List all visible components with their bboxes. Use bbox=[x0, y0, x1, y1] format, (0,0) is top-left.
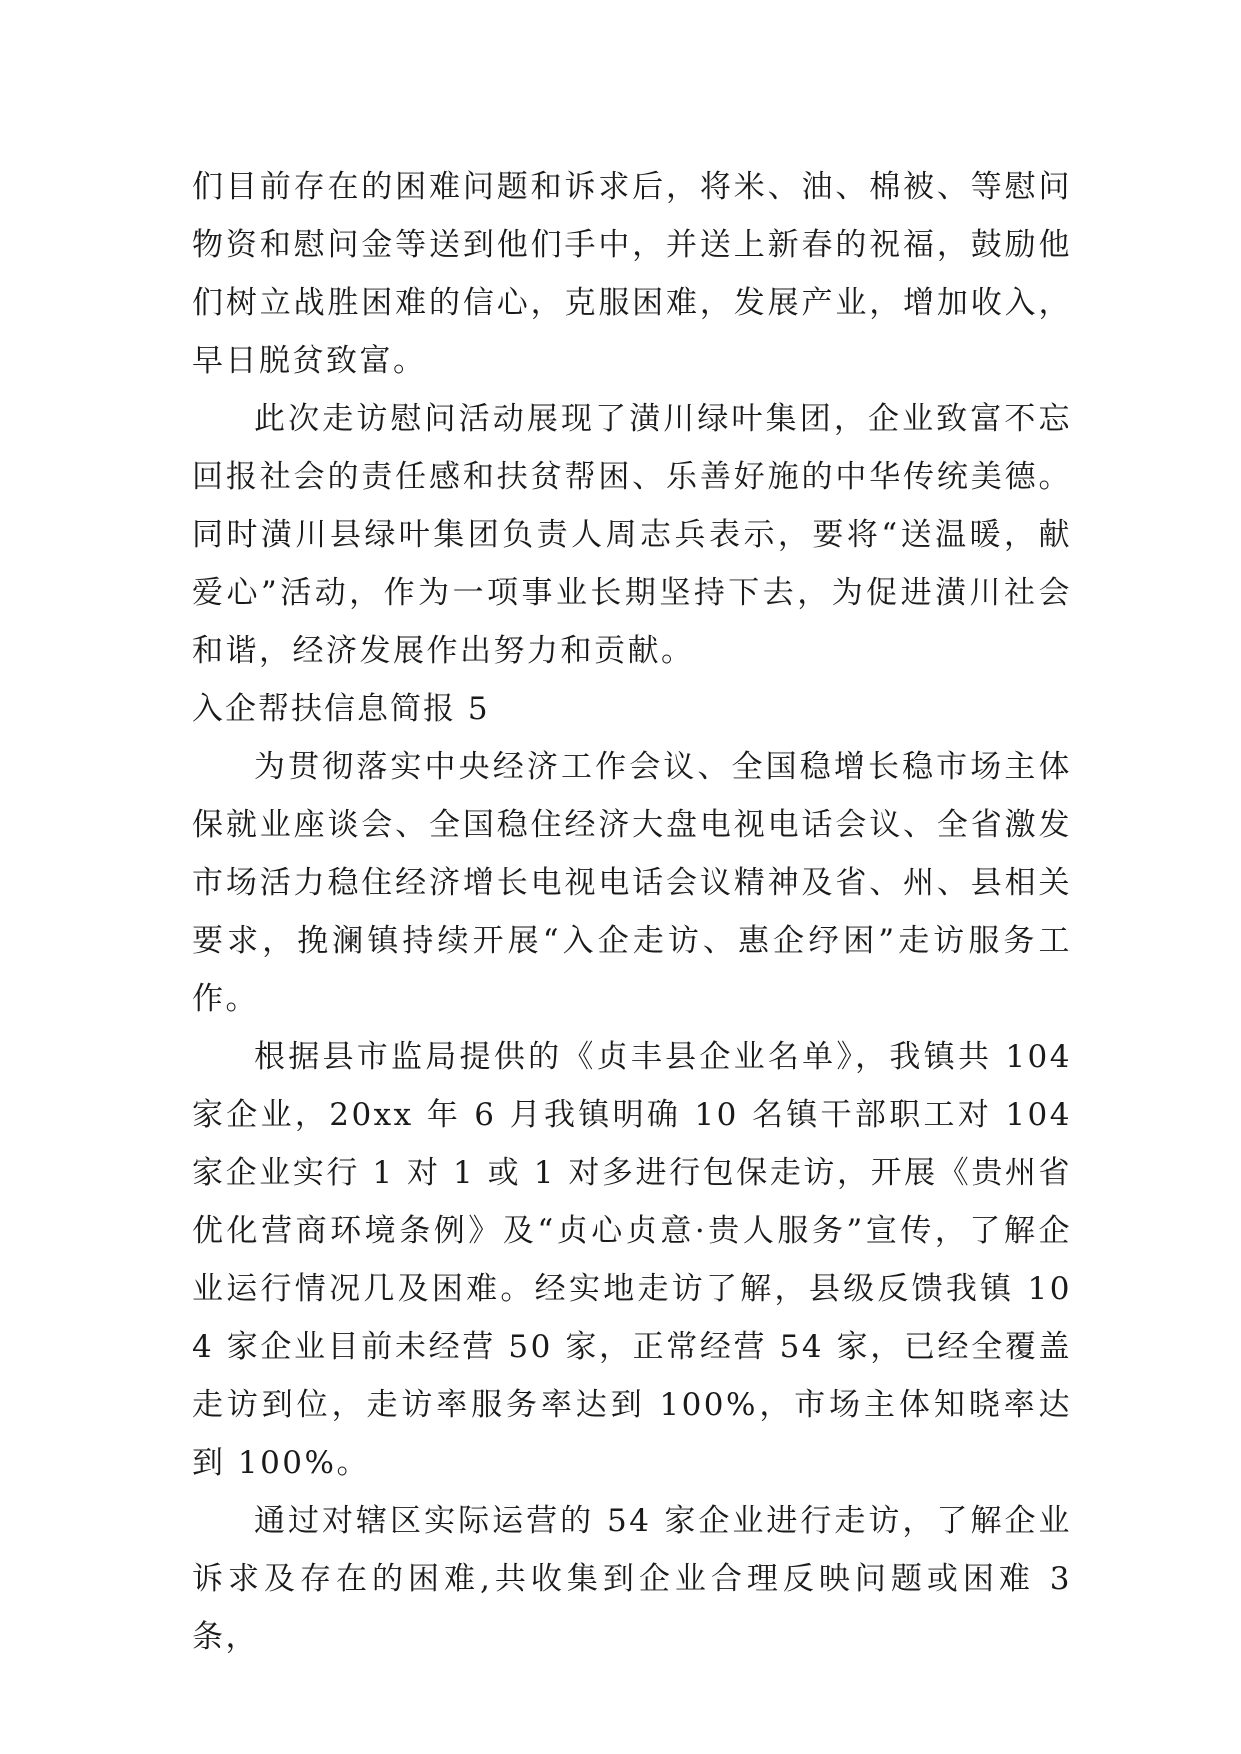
paragraph-relief-visit-continued: 们目前存在的困难问题和诉求后，将米、油、棉被、等慰问物资和慰问金等送到他们手中，并送上新春的祝福，鼓励他们树立战胜困难的信心，克服困难，发展产业，增加收入，早日脱贫致富。 bbox=[192, 169, 1072, 379]
section-heading: 入企帮扶信息简报 5 bbox=[192, 691, 490, 727]
document-body bbox=[192, 158, 1072, 1666]
paragraph-enterprise-visits: 根据县市监局提供的《贞丰县企业名单》，我镇共 104 家企业，20xx 年 6 月我镇明确 10 名镇干部职工对 104 家企业实行 1 对 1 或 1 对多进行包保走访，开展《贵州省优化营商环境条例》及“贞心贞意·贵人服务”宣传，了解企业运行情况几及困难。经实地走访了解，县级反馈我镇 104 家企业目前未经营 50 家，正常经营 54 家，已经全覆盖走访到位，走访率服务率达到 100%，市场主体知晓率达到 100%。 bbox=[192, 1039, 1072, 1481]
paragraph-policy-background: 为贯彻落实中央经济工作会议、全国稳增长稳市场主体保就业座谈会、全国稳住经济大盘电视电话会议、全省激发市场活力稳住经济增长电视电话会议精神及省、州、县相关要求，挽澜镇持续开展“入企走访、惠企纾困”走访服务工作。 bbox=[192, 749, 1072, 1017]
paragraph-activity-summary: 此次走访慰问活动展现了潢川绿叶集团，企业致富不忘回报社会的责任感和扶贫帮困、乐善好施的中华传统美德。同时潢川县绿叶集团负责人周志兵表示，要将“送温暖，献爱心”活动，作为一项事业长期坚持下去，为促进潢川社会和谐，经济发展作出努力和贡献。 bbox=[192, 401, 1072, 669]
paragraph-enterprise-issues: 通过对辖区实际运营的 54 家企业进行走访，了解企业诉求及存在的困难,共收集到企业合理反映问题或困难 3 条， bbox=[192, 1503, 1072, 1655]
